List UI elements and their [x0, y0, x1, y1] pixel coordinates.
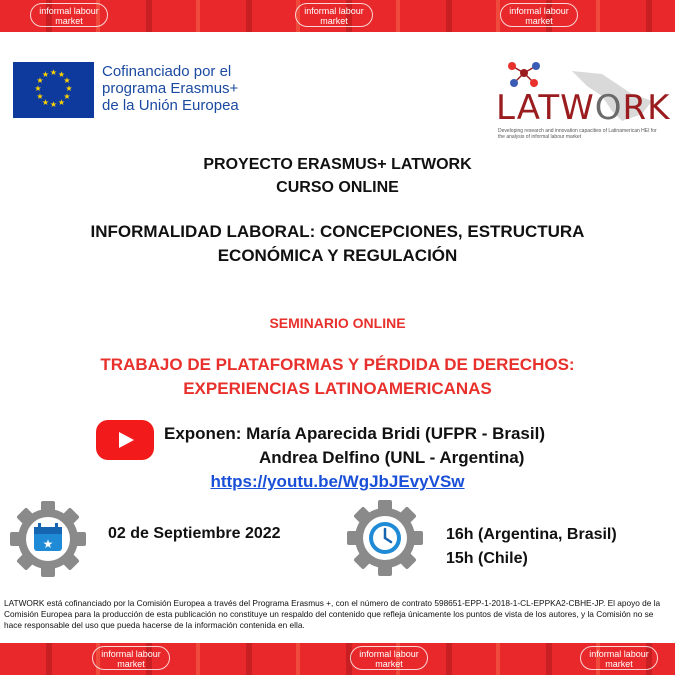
disclaimer: LATWORK está cofinanciado por la Comisión Europea a través del Programa Erasmus +, con el número de contrato 598651-EPP-1-2018-1-CL-EPPKA2-CBHE-JP. El apoyo de la Comisión Europea para la producción de esta publicación no constituye un respaldo del contenido que refleja únicamente los puntos de vista de los autores, y la Comisión no se hace responsable del uso que pueda hacerse de la información contenida en ella.	[4, 598, 661, 630]
top-banner	[0, 0, 675, 32]
bottom-banner	[0, 643, 675, 675]
calendar-icon	[6, 497, 90, 581]
latwork-logo	[492, 58, 671, 153]
svg-text:★: ★	[42, 537, 54, 551]
event-time: 16h (Argentina, Brasil) 15h (Chile)	[446, 526, 617, 567]
svg-text:★: ★	[41, 98, 50, 107]
svg-text:★: ★	[57, 70, 66, 79]
event-date: 02 de Septiembre 2022	[108, 525, 281, 542]
svg-text:★: ★	[49, 68, 58, 77]
banner-tag: informal labour market	[350, 646, 428, 670]
banner-tag: informal labour market	[30, 3, 108, 27]
project-header: PROYECTO ERASMUS+ LATWORK CURSO ONLINE	[203, 156, 472, 196]
svg-text:★: ★	[63, 92, 71, 101]
svg-text:★: ★	[63, 76, 71, 85]
latwork-network-icon	[504, 58, 544, 88]
svg-text:★: ★	[36, 92, 44, 101]
banner-tag: informal labour market	[92, 646, 170, 670]
youtube-link[interactable]: https://youtu.be/WgJbJEvyVSw	[210, 472, 465, 491]
svg-text:★: ★	[36, 76, 44, 85]
banner-tag: informal labour market	[580, 646, 658, 670]
banner-tag: informal labour market	[295, 3, 373, 27]
svg-text:★: ★	[41, 70, 50, 79]
latwork-wordmark: LATWORK	[496, 88, 671, 128]
eu-flag-icon	[13, 62, 94, 118]
svg-text:★: ★	[57, 98, 66, 107]
clock-icon	[343, 496, 427, 580]
course-title: INFORMALIDAD LABORAL: CONCEPCIONES, ESTRUCTURA ECONÓMICA Y REGULACIÓN	[90, 222, 585, 265]
seminar-title: TRABAJO DE PLATAFORMAS Y PÉRDIDA DE DERECHOS: EXPERIENCIAS LATINOAMERICANAS	[100, 355, 575, 398]
youtube-icon[interactable]	[96, 420, 154, 460]
latwork-tagline: Developing research and innovation capacities of Latinamerican HEI for the analysis of informal labour market	[498, 128, 657, 140]
banner-tag: informal labour market	[500, 3, 578, 27]
seminar-label: SEMINARIO ONLINE	[269, 315, 406, 331]
speakers: Exponen: María Aparecida Bridi (UFPR - Brasil) Andrea Delfino (UNL - Argentina)	[164, 424, 545, 467]
svg-text:★: ★	[65, 84, 73, 93]
svg-text:★: ★	[49, 100, 58, 109]
svg-text:★: ★	[34, 84, 42, 93]
eu-cofunding-text: Cofinanciado por el programa Erasmus+ de la Unión Europea	[102, 63, 239, 114]
